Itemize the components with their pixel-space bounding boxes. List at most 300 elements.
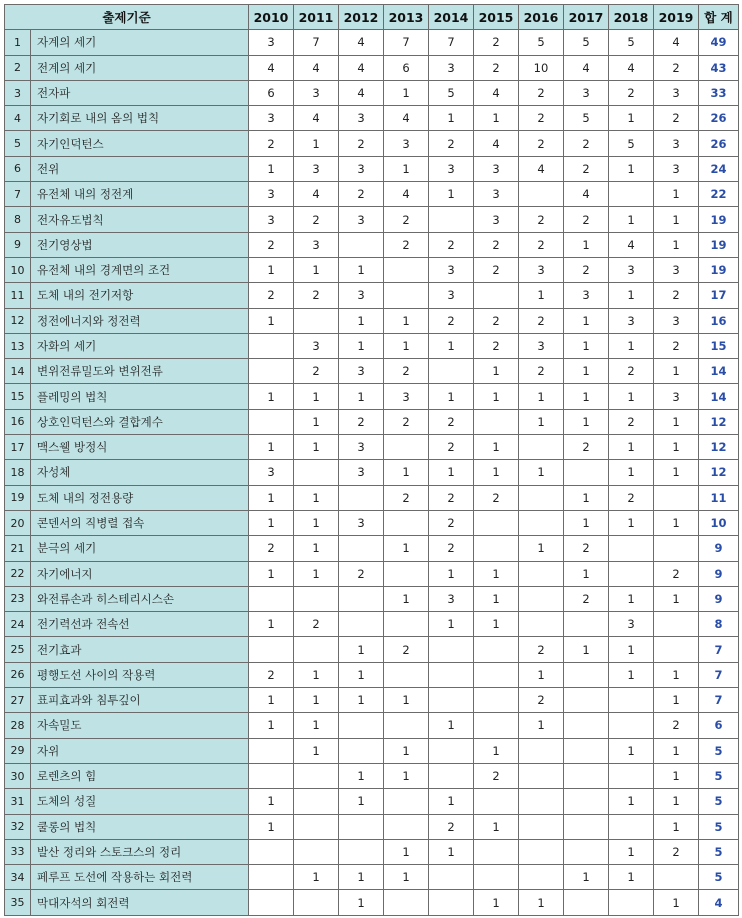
year-count-cell: 3 [339, 283, 384, 308]
year-count-cell: 2 [429, 510, 474, 535]
year-count-cell: 3 [654, 156, 699, 181]
criterion-name: 쿨롱의 법칙 [31, 814, 249, 839]
year-count-cell [564, 713, 609, 738]
year-count-cell: 1 [339, 308, 384, 333]
total-cell: 5 [699, 789, 739, 814]
row-number: 3 [5, 80, 31, 105]
year-count-cell [564, 460, 609, 485]
row-number: 9 [5, 232, 31, 257]
year-count-cell: 5 [564, 106, 609, 131]
year-count-cell: 3 [609, 257, 654, 282]
year-count-cell: 1 [294, 384, 339, 409]
row-number: 6 [5, 156, 31, 181]
total-cell: 7 [699, 662, 739, 687]
year-count-cell: 1 [294, 131, 339, 156]
year-count-cell [249, 637, 294, 662]
year-count-cell: 1 [519, 662, 564, 687]
year-count-cell: 1 [654, 586, 699, 611]
year-count-cell [384, 283, 429, 308]
total-cell: 49 [699, 30, 739, 55]
year-count-cell: 1 [294, 536, 339, 561]
year-count-cell [564, 789, 609, 814]
year-count-cell: 2 [654, 55, 699, 80]
year-count-cell: 2 [654, 561, 699, 586]
year-count-cell: 3 [429, 283, 474, 308]
row-number: 24 [5, 612, 31, 637]
year-count-cell [294, 814, 339, 839]
year-count-cell [609, 890, 654, 915]
row-number: 5 [5, 131, 31, 156]
criterion-name: 와전류손과 히스테리시스손 [31, 586, 249, 611]
total-cell: 12 [699, 460, 739, 485]
year-count-cell: 2 [474, 308, 519, 333]
row-number: 15 [5, 384, 31, 409]
table-row [5, 763, 739, 788]
year-count-cell: 3 [429, 55, 474, 80]
year-count-cell: 2 [564, 257, 609, 282]
year-count-cell: 2 [609, 485, 654, 510]
year-count-cell: 7 [294, 30, 339, 55]
year-count-cell [519, 865, 564, 890]
exam-criteria-table-container [4, 4, 739, 916]
year-count-cell: 2 [429, 435, 474, 460]
year-count-cell [294, 839, 339, 864]
year-count-cell [384, 435, 429, 460]
total-cell: 7 [699, 688, 739, 713]
criterion-name: 자속밀도 [31, 713, 249, 738]
year-count-cell [474, 637, 519, 662]
year-count-cell: 4 [609, 55, 654, 80]
year-count-cell: 1 [339, 257, 384, 282]
total-cell: 5 [699, 839, 739, 864]
year-count-cell: 2 [429, 409, 474, 434]
table-row [5, 435, 739, 460]
year-count-cell: 1 [429, 713, 474, 738]
year-count-cell: 2 [564, 536, 609, 561]
total-cell: 26 [699, 106, 739, 131]
table-row [5, 688, 739, 713]
year-count-cell [384, 789, 429, 814]
year-count-cell: 2 [654, 283, 699, 308]
year-count-cell [564, 738, 609, 763]
table-row [5, 865, 739, 890]
year-count-cell [519, 763, 564, 788]
year-count-cell [474, 662, 519, 687]
year-count-cell: 2 [519, 131, 564, 156]
total-header: 합 계 [699, 5, 739, 30]
criterion-name: 분극의 세기 [31, 536, 249, 561]
year-count-cell: 1 [564, 359, 609, 384]
year-count-cell: 1 [294, 662, 339, 687]
year-count-cell: 1 [339, 384, 384, 409]
year-count-cell: 1 [294, 688, 339, 713]
year-count-cell: 1 [384, 536, 429, 561]
year-count-cell: 1 [429, 106, 474, 131]
year-count-cell: 2 [564, 435, 609, 460]
year-count-cell [339, 713, 384, 738]
year-count-cell: 2 [474, 55, 519, 80]
year-count-cell: 1 [339, 865, 384, 890]
year-count-cell [429, 207, 474, 232]
year-count-cell [474, 865, 519, 890]
year-count-cell: 2 [249, 232, 294, 257]
year-count-cell: 4 [474, 80, 519, 105]
year-count-cell: 1 [249, 156, 294, 181]
year-count-cell: 1 [339, 637, 384, 662]
year-count-cell: 1 [609, 738, 654, 763]
year-count-cell: 1 [249, 713, 294, 738]
year-count-cell: 2 [519, 232, 564, 257]
year-count-cell: 3 [339, 435, 384, 460]
year-count-cell: 1 [654, 763, 699, 788]
table-row [5, 257, 739, 282]
year-count-cell: 1 [609, 662, 654, 687]
year-count-cell: 1 [519, 713, 564, 738]
year-count-cell [609, 763, 654, 788]
criterion-name: 플레밍의 법칙 [31, 384, 249, 409]
year-count-cell: 1 [609, 865, 654, 890]
year-count-cell: 1 [384, 763, 429, 788]
year-count-cell: 1 [249, 485, 294, 510]
year-count-cell: 1 [609, 586, 654, 611]
year-count-cell: 2 [609, 409, 654, 434]
criterion-name: 로렌츠의 힘 [31, 763, 249, 788]
year-count-cell: 3 [519, 333, 564, 358]
table-row [5, 814, 739, 839]
criterion-name: 전기효과 [31, 637, 249, 662]
row-number: 12 [5, 308, 31, 333]
criterion-name: 자계의 세기 [31, 30, 249, 55]
year-count-cell [249, 409, 294, 434]
year-count-cell: 1 [654, 738, 699, 763]
year-count-cell [294, 763, 339, 788]
year-count-cell: 2 [564, 207, 609, 232]
year-count-cell [429, 637, 474, 662]
year-count-cell: 1 [339, 763, 384, 788]
year-count-cell: 1 [609, 510, 654, 535]
criterion-name: 콘덴서의 직병렬 접속 [31, 510, 249, 535]
year-count-cell: 1 [609, 384, 654, 409]
year-count-cell: 1 [474, 890, 519, 915]
year-count-cell [249, 865, 294, 890]
year-count-cell [384, 257, 429, 282]
year-count-cell: 2 [474, 485, 519, 510]
year-count-cell [384, 814, 429, 839]
year-count-cell: 2 [294, 207, 339, 232]
year-count-cell: 2 [654, 839, 699, 864]
year-count-cell: 1 [384, 308, 429, 333]
criterion-name: 유전체 내의 경계면의 조건 [31, 257, 249, 282]
year-count-cell [339, 814, 384, 839]
total-cell: 15 [699, 333, 739, 358]
criterion-header: 출제기준 [5, 5, 249, 30]
year-count-cell: 2 [429, 485, 474, 510]
year-count-cell: 2 [654, 106, 699, 131]
year-count-cell: 1 [294, 435, 339, 460]
year-count-cell: 4 [339, 55, 384, 80]
year-count-cell [249, 333, 294, 358]
year-count-cell [339, 586, 384, 611]
year-count-cell: 1 [429, 333, 474, 358]
year-count-cell: 1 [249, 561, 294, 586]
row-number: 11 [5, 283, 31, 308]
table-row [5, 80, 739, 105]
year-count-cell: 1 [429, 561, 474, 586]
table-row [5, 409, 739, 434]
year-count-cell [474, 839, 519, 864]
year-count-cell: 2 [384, 637, 429, 662]
criterion-name: 자기인덕턴스 [31, 131, 249, 156]
row-number: 27 [5, 688, 31, 713]
year-count-cell: 3 [249, 207, 294, 232]
total-cell: 5 [699, 865, 739, 890]
year-count-cell: 1 [249, 688, 294, 713]
year-count-cell: 1 [384, 586, 429, 611]
year-count-cell: 1 [609, 156, 654, 181]
year-count-cell: 1 [564, 561, 609, 586]
year-count-cell: 1 [384, 460, 429, 485]
year-count-cell: 1 [249, 510, 294, 535]
year-count-cell: 1 [294, 738, 339, 763]
year-count-cell: 1 [339, 890, 384, 915]
year-count-cell: 3 [339, 460, 384, 485]
row-number: 32 [5, 814, 31, 839]
year-count-cell [339, 738, 384, 763]
year-count-cell: 1 [249, 435, 294, 460]
year-count-cell: 1 [429, 384, 474, 409]
year-count-cell: 2 [339, 182, 384, 207]
year-count-cell: 1 [654, 789, 699, 814]
year-count-cell: 1 [564, 232, 609, 257]
year-count-cell: 2 [654, 713, 699, 738]
year-count-cell: 7 [384, 30, 429, 55]
row-number: 14 [5, 359, 31, 384]
year-count-cell: 2 [294, 283, 339, 308]
year-count-cell: 3 [339, 207, 384, 232]
year-count-cell: 3 [564, 80, 609, 105]
year-count-cell: 4 [294, 106, 339, 131]
year-count-cell: 3 [474, 182, 519, 207]
year-count-cell: 4 [564, 55, 609, 80]
year-count-cell: 2 [384, 359, 429, 384]
year-count-cell: 2 [474, 257, 519, 282]
table-row [5, 460, 739, 485]
year-count-cell: 1 [474, 460, 519, 485]
year-count-cell: 1 [654, 460, 699, 485]
criterion-name: 유전체 내의 정전계 [31, 182, 249, 207]
criterion-name: 도체 내의 정전용량 [31, 485, 249, 510]
year-count-cell [564, 763, 609, 788]
row-number: 17 [5, 435, 31, 460]
row-number: 22 [5, 561, 31, 586]
year-count-cell [384, 510, 429, 535]
year-count-cell [339, 536, 384, 561]
year-header: 2016 [519, 5, 564, 30]
table-row [5, 789, 739, 814]
row-number: 34 [5, 865, 31, 890]
year-count-cell [339, 612, 384, 637]
year-count-cell: 1 [294, 485, 339, 510]
year-count-cell [474, 536, 519, 561]
year-count-cell: 3 [384, 131, 429, 156]
year-count-cell [654, 536, 699, 561]
row-number: 33 [5, 839, 31, 864]
year-count-cell: 2 [429, 131, 474, 156]
year-count-cell: 2 [474, 333, 519, 358]
year-count-cell: 3 [294, 156, 339, 181]
year-count-cell: 3 [429, 257, 474, 282]
year-count-cell: 1 [564, 510, 609, 535]
year-count-cell: 5 [429, 80, 474, 105]
year-count-cell [609, 688, 654, 713]
year-header: 2014 [429, 5, 474, 30]
year-count-cell: 1 [474, 561, 519, 586]
total-cell: 7 [699, 637, 739, 662]
year-count-cell: 3 [474, 156, 519, 181]
year-count-cell: 4 [249, 55, 294, 80]
year-count-cell [429, 763, 474, 788]
criterion-name: 상호인덕턴스와 결합계수 [31, 409, 249, 434]
year-count-cell: 2 [474, 232, 519, 257]
year-count-cell: 2 [294, 359, 339, 384]
year-header: 2013 [384, 5, 429, 30]
year-count-cell: 6 [249, 80, 294, 105]
year-count-cell: 1 [384, 333, 429, 358]
year-count-cell: 1 [474, 435, 519, 460]
year-count-cell [654, 637, 699, 662]
row-number: 28 [5, 713, 31, 738]
total-cell: 19 [699, 257, 739, 282]
table-row [5, 333, 739, 358]
year-count-cell [519, 586, 564, 611]
year-count-cell: 1 [564, 409, 609, 434]
year-count-cell [654, 865, 699, 890]
table-row [5, 55, 739, 80]
year-count-cell: 2 [519, 106, 564, 131]
year-count-cell: 3 [654, 131, 699, 156]
year-count-cell: 3 [249, 182, 294, 207]
criterion-name: 전기력선과 전속선 [31, 612, 249, 637]
year-count-cell: 3 [249, 106, 294, 131]
year-count-cell: 1 [609, 207, 654, 232]
year-count-cell [249, 738, 294, 763]
year-count-cell: 1 [654, 232, 699, 257]
year-count-cell: 3 [564, 283, 609, 308]
year-count-cell: 2 [249, 131, 294, 156]
year-count-cell: 1 [654, 890, 699, 915]
table-row [5, 106, 739, 131]
year-count-cell [609, 536, 654, 561]
year-count-cell: 2 [384, 485, 429, 510]
year-count-cell [519, 182, 564, 207]
year-count-cell: 3 [249, 30, 294, 55]
total-cell: 12 [699, 435, 739, 460]
year-count-cell: 3 [339, 106, 384, 131]
year-count-cell: 3 [249, 460, 294, 485]
row-number: 25 [5, 637, 31, 662]
total-cell: 8 [699, 612, 739, 637]
year-count-cell: 1 [384, 688, 429, 713]
table-row [5, 232, 739, 257]
year-count-cell: 1 [474, 814, 519, 839]
year-count-cell: 1 [519, 384, 564, 409]
year-count-cell [249, 890, 294, 915]
year-count-cell: 3 [339, 359, 384, 384]
year-header: 2019 [654, 5, 699, 30]
year-count-cell: 3 [384, 384, 429, 409]
total-cell: 9 [699, 536, 739, 561]
year-count-cell [249, 586, 294, 611]
year-count-cell [474, 510, 519, 535]
year-count-cell [564, 612, 609, 637]
year-count-cell [429, 688, 474, 713]
year-count-cell [519, 435, 564, 460]
row-number: 4 [5, 106, 31, 131]
year-count-cell: 1 [339, 789, 384, 814]
total-cell: 16 [699, 308, 739, 333]
year-count-cell: 1 [249, 257, 294, 282]
year-count-cell [339, 839, 384, 864]
year-count-cell: 1 [564, 308, 609, 333]
table-row [5, 207, 739, 232]
total-cell: 14 [699, 384, 739, 409]
exam-criteria-table [4, 4, 739, 916]
year-count-cell: 3 [654, 308, 699, 333]
year-count-cell: 4 [294, 182, 339, 207]
table-row [5, 839, 739, 864]
year-count-cell: 1 [654, 182, 699, 207]
year-count-cell: 4 [519, 156, 564, 181]
year-count-cell: 4 [294, 55, 339, 80]
total-cell: 11 [699, 485, 739, 510]
year-count-cell: 1 [384, 865, 429, 890]
year-count-cell: 1 [564, 865, 609, 890]
year-count-cell: 3 [294, 232, 339, 257]
year-count-cell: 2 [519, 80, 564, 105]
year-count-cell [609, 182, 654, 207]
year-count-cell: 2 [429, 308, 474, 333]
year-count-cell: 2 [519, 688, 564, 713]
year-header: 2012 [339, 5, 384, 30]
year-header: 2017 [564, 5, 609, 30]
total-cell: 24 [699, 156, 739, 181]
year-count-cell: 1 [654, 207, 699, 232]
row-number: 20 [5, 510, 31, 535]
total-cell: 5 [699, 738, 739, 763]
criterion-name: 자기에너지 [31, 561, 249, 586]
year-count-cell: 4 [339, 30, 384, 55]
year-count-cell: 2 [519, 359, 564, 384]
year-count-cell: 1 [609, 789, 654, 814]
year-count-cell [249, 839, 294, 864]
row-number: 31 [5, 789, 31, 814]
year-count-cell: 1 [339, 662, 384, 687]
year-count-cell: 2 [339, 561, 384, 586]
year-count-cell: 1 [654, 688, 699, 713]
total-cell: 19 [699, 232, 739, 257]
year-count-cell [429, 890, 474, 915]
year-count-cell [249, 763, 294, 788]
criterion-name: 도체의 성질 [31, 789, 249, 814]
table-row [5, 384, 739, 409]
year-count-cell: 1 [384, 80, 429, 105]
row-number: 18 [5, 460, 31, 485]
year-count-cell [519, 789, 564, 814]
year-count-cell: 1 [339, 688, 384, 713]
year-count-cell: 3 [429, 586, 474, 611]
year-count-cell: 1 [609, 637, 654, 662]
year-count-cell [654, 485, 699, 510]
